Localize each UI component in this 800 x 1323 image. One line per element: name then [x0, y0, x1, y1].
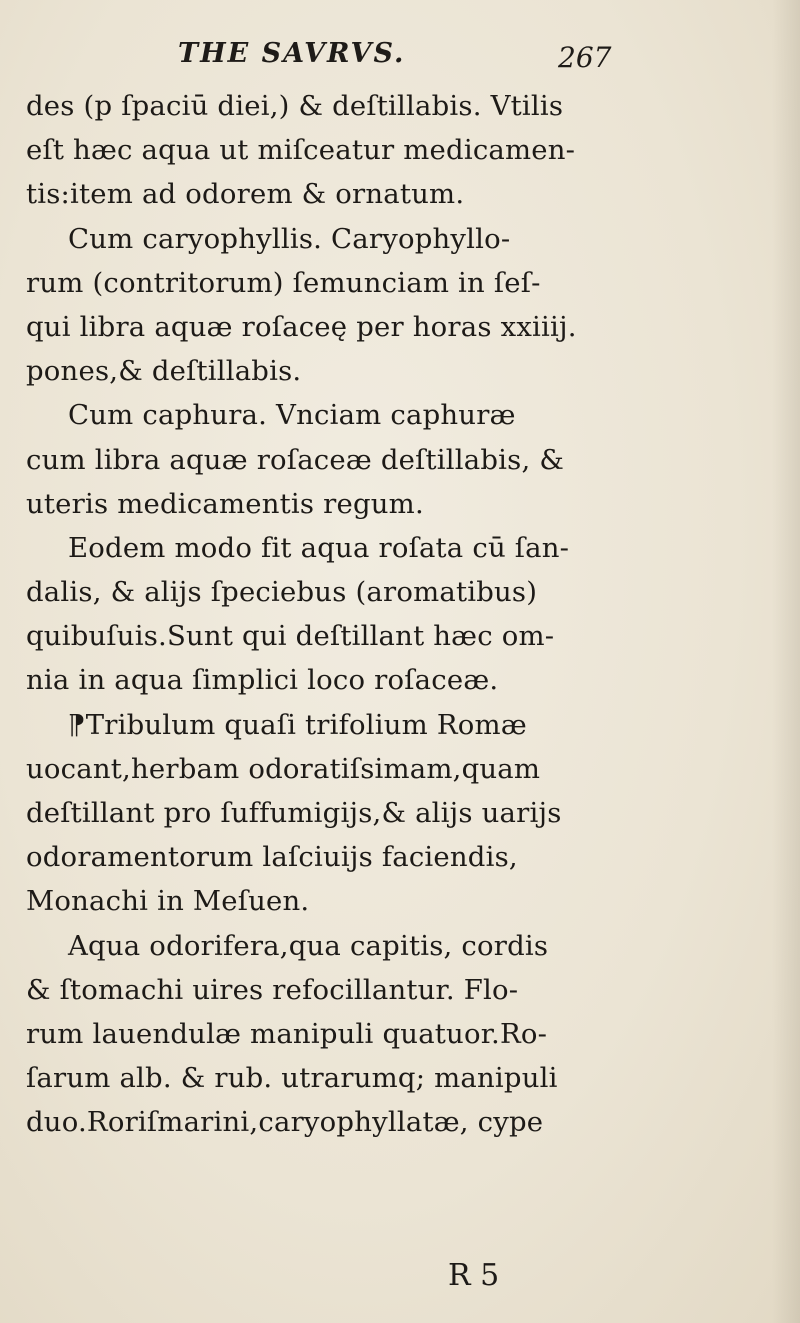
- text-line: Eodem modo fit aqua roſata cū ſan-: [68, 531, 570, 564]
- text-line: eſt hæc aqua ut miſceatur medicamen-: [26, 134, 576, 167]
- text-line: duo.Roriſmarini,caryophyllatæ, cype: [26, 1106, 544, 1139]
- text-line: dalis, & alijs ſpeciebus (aromatibus): [26, 576, 538, 609]
- text-line: Cum caphura. Vnciam caphuræ: [68, 399, 516, 432]
- text-line: Aqua odorifera,qua capitis, cordis: [68, 929, 549, 962]
- running-head: THE SAVRVS.: [178, 38, 406, 69]
- text-line: des (p ſpaciū diei,) & deſtillabis. Vtilis: [26, 90, 564, 122]
- page-number: 267: [558, 41, 612, 74]
- text-line: ⁋Tribulum quaſi trifolium Romæ: [68, 708, 527, 741]
- text-line: quibuſuis.Sunt qui deſtillant hæc om-: [26, 620, 555, 653]
- text-line: uteris medicamentis regum.: [26, 487, 424, 520]
- text-line: tis:item ad odorem & ornatum.: [26, 178, 465, 211]
- text-line: cum libra aquæ roſaceæ deſtillabis, &: [26, 443, 565, 476]
- text-line: Cum caryophyllis. Caryophyllo-: [68, 222, 511, 255]
- body-text: [26, 84, 636, 1145]
- text-line: ſarum alb. & rub. utrarumq; manipuli: [26, 1062, 558, 1095]
- signature-mark: R 5: [448, 1258, 500, 1293]
- text-line: Monachi in Meſuen.: [26, 885, 310, 918]
- text-line: odoramentorum laſciuijs faciendis,: [26, 841, 518, 874]
- text-line: nia in aqua ſimplici loco roſaceæ.: [26, 664, 499, 697]
- text-line: deſtillant pro ſuffumigijs,& alijs uarijs: [26, 797, 562, 829]
- text-line: rum lauendulæ manipuli quatuor.Ro-: [26, 1017, 548, 1050]
- text-line: rum (contritorum) ſemunciam in ſeſ-: [26, 266, 541, 299]
- page-header: [178, 38, 628, 78]
- text-line: qui libra aquæ roſaceę per horas xxiiij.: [26, 310, 577, 343]
- text-line: pones,& deſtillabis.: [26, 355, 302, 388]
- text-line: uocant,herbam odoratiſsimam,quam: [26, 752, 541, 785]
- page-edge-shadow: [772, 0, 800, 1323]
- text-line: & ſtomachi uires refocillantur. Flo-: [26, 973, 519, 1006]
